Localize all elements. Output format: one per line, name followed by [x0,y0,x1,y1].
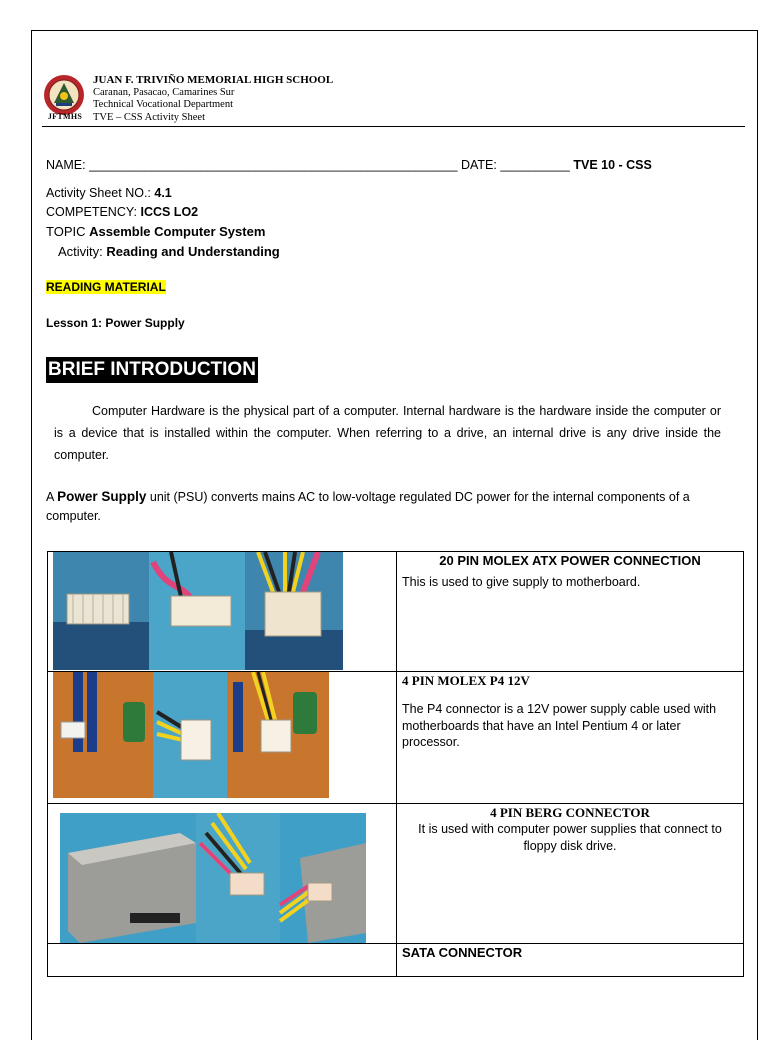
course-label: TVE 10 - CSS [569,158,652,172]
date-label: DATE: [457,158,501,172]
connector-title: SATA CONNECTOR [402,945,523,960]
activity-label: Activity: [58,244,107,259]
atx-connector-photo [48,552,397,672]
intro-paragraph: Computer Hardware is the physical part of a computer. Internal hardware is the hardware inside the computer or is a device that is installed within the computer. When referring to a drive, an internal drive is any drive inside the computer. [54,404,721,462]
connector-description: The P4 connector is a 12V power supply cable used with motherboards that have an Intel Pentium 4 or later processor. [402,702,717,749]
school-seal-icon [42,74,86,116]
reading-material-highlight: READING MATERIAL [46,280,166,294]
name-label: NAME: [46,158,90,172]
p4-connector-info [397,672,744,804]
table-row [48,672,744,804]
school-name: JUAN F. TRIVIÑO MEMORIAL HIGH SCHOOL [93,74,334,86]
table-row [48,804,744,944]
psu-prefix: A [46,490,58,504]
lesson-title: Lesson 1: Power Supply [46,316,185,330]
connector-description: This is used to give supply to motherboard. [402,575,641,589]
sheet-no-value: 4.1 [154,186,172,200]
berg-connector-photo [48,804,397,944]
connector-table [47,551,744,977]
school-department: Technical Vocational Department [93,99,233,110]
name-field[interactable]: _____________________________________________________ [89,158,458,172]
topic [46,224,265,239]
brief-introduction-heading: BRIEF INTRODUCTION [46,357,258,383]
p4-connector-photo [48,672,397,804]
sata-connector-info [397,944,744,977]
activity-value: Reading and Understanding [106,244,280,259]
topic-value: Assemble Computer System [89,224,266,239]
competency-value: ICCS LO2 [140,205,199,219]
table-row [48,944,744,977]
connector-title: 4 PIN BERG CONNECTOR [490,805,650,820]
school-header [42,72,745,127]
connector-title: 20 PIN MOLEX ATX POWER CONNECTION [439,553,701,568]
psu-paragraph [46,487,722,526]
connector-title: 4 PIN MOLEX P4 12V [402,673,530,688]
psu-rest: unit (PSU) converts mains AC to low-voltage regulated DC power for the internal components of a computer. [46,490,690,523]
competency-label: COMPETENCY: [46,205,141,219]
name-date-line [46,158,652,172]
reading-material-label [46,280,166,294]
activity [58,244,280,259]
table-row [48,552,744,672]
berg-connector-info [397,804,744,944]
sheet-no-label: Activity Sheet NO.: [46,186,155,200]
activity-sheet-no [46,186,172,200]
topic-label: TOPIC [46,224,90,239]
competency [46,205,198,219]
sheet-type: TVE – CSS Activity Sheet [93,111,206,123]
date-field[interactable]: __________ [500,158,570,172]
school-info [93,74,333,124]
seal-caption: JFTMHS [47,112,83,121]
school-address: Caranan, Pasacao, Camarines Sur [93,86,235,98]
connector-description: It is used with computer power supplies that connect to floppy disk drive. [418,822,722,853]
sata-connector-photo [48,944,397,977]
atx-connector-info [397,552,744,672]
psu-term: Power Supply [57,489,147,504]
